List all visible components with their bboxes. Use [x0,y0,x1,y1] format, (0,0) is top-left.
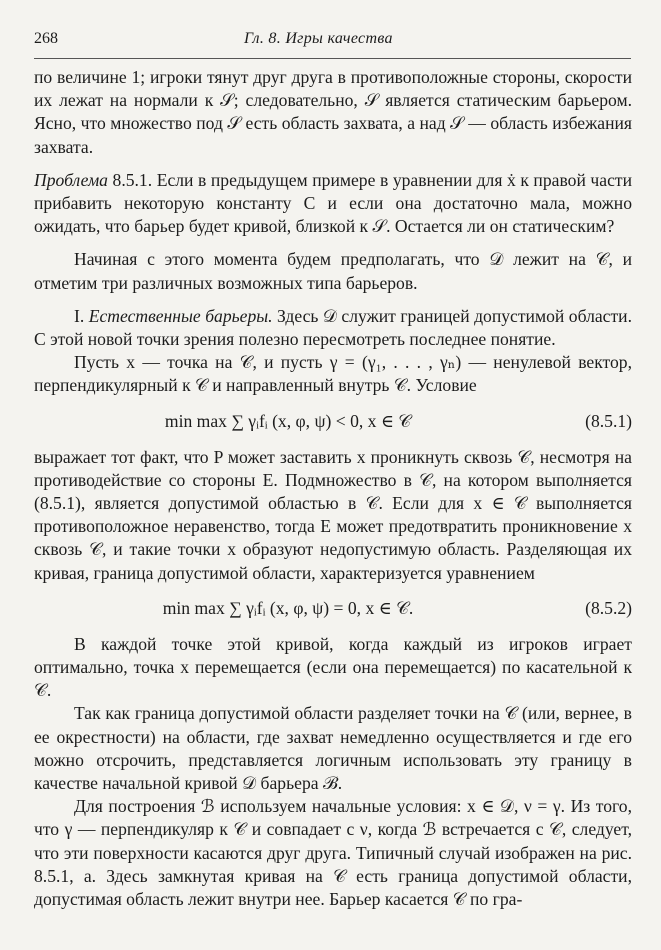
equation-expression: min max ∑ γᵢfᵢ (x, φ, ψ) = 0, x ∈ 𝒞. [162,598,414,619]
equation-8-5-1 [34,398,632,446]
paragraph: выражает тот факт, что P может заставить x проникнуть сквозь 𝒞, несмотря на противодействие со стороны E. Подмножество в 𝒞, на котором выполняется (8.5.1), является допустимой областью в 𝒞. Если для x ∈ 𝒞 выполняется противоположное неравенство, тогда E может предотвратить проникновение x сквозь 𝒞, и такие точки x образуют недопустимую область. Разделяющая их кривая, граница допустимой области, характеризуется уравнением [34,446,632,583]
problem-paragraph [34,169,632,239]
page-header [34,30,631,52]
paragraph: В каждой точке этой кривой, когда каждый из игроков играет оптимально, точка x перемещается (если она перемещается) по касательной к 𝒞. [34,633,632,701]
running-title: Гл. 8. Игры качества [244,30,393,47]
paragraph: Для построения ℬ используем начальные условия: x ∈ 𝒟, ν = γ. Из того, что γ — перпендикуляр к 𝒞 и совпадает с ν, когда ℬ встречается с 𝒞, следует, что эти поверхности касаются друг друга. Типичный случай изображен на рис. 8.5.1, a. Здесь замкнутая кривая на 𝒞 есть граница допустимой области, допустимая область лежит внутри нее. Барьер касается 𝒞 по гра- [34,796,632,910]
paragraph: Пусть x — точка на 𝒞, и пусть γ = (γ₁, . . . , γₙ) — ненулевой вектор, перпендикулярный к 𝒞 и направленный внутрь 𝒞. Условие [34,352,632,396]
paragraph: по величине 1; игроки тянут друг друга в противоположные стороны, скорости их лежат на нормали к 𝒮; следовательно, 𝒮 является статическим барьером. Ясно, что множество под 𝒮 есть область захвата, а над 𝒮 — область избежания захвата. [34,67,632,157]
equation-8-5-2 [34,585,632,633]
section-paragraph [34,305,632,351]
problem-text: 8.5.1. Если в предыдущем примере в уравнении для ẋ к правой части прибавить некоторую константу C и если она достаточно мала, можно ожидать, что барьер будет кривой, близкой к 𝒮. Остается ли он статическим? [34,169,632,237]
problem-label: Проблема [34,169,108,190]
page-body [34,66,632,911]
equation-expression: min max ∑ γᵢfᵢ (x, φ, ψ) < 0, x ∈ 𝒞 [164,411,412,432]
equation-number: (8.5.2) [585,598,632,619]
section-lead: I. [74,305,89,326]
paragraph: Так как граница допустимой области разделяет точки на 𝒞 (или, вернее, в ее окрестности) на области, где захват немедленно осуществляется и где его можно отсрочить, представляется логичным использовать эту границу в качестве начальной кривой 𝒟 барьера ℬ. [34,703,632,794]
section-text: Здесь 𝒟 служит границей допустимой области. С этой новой точки зрения полезно пересмотреть последнее понятие. [34,305,632,350]
paragraph: Начиная с этого момента будем предполагать, что 𝒟 лежит на 𝒞, и отметим три различных возможных типа барьеров. [34,249,632,293]
equation-number: (8.5.1) [585,411,632,432]
page-number: 268 [34,30,58,47]
header-rule [34,58,631,59]
section-label: Естественные барьеры. [88,305,273,326]
